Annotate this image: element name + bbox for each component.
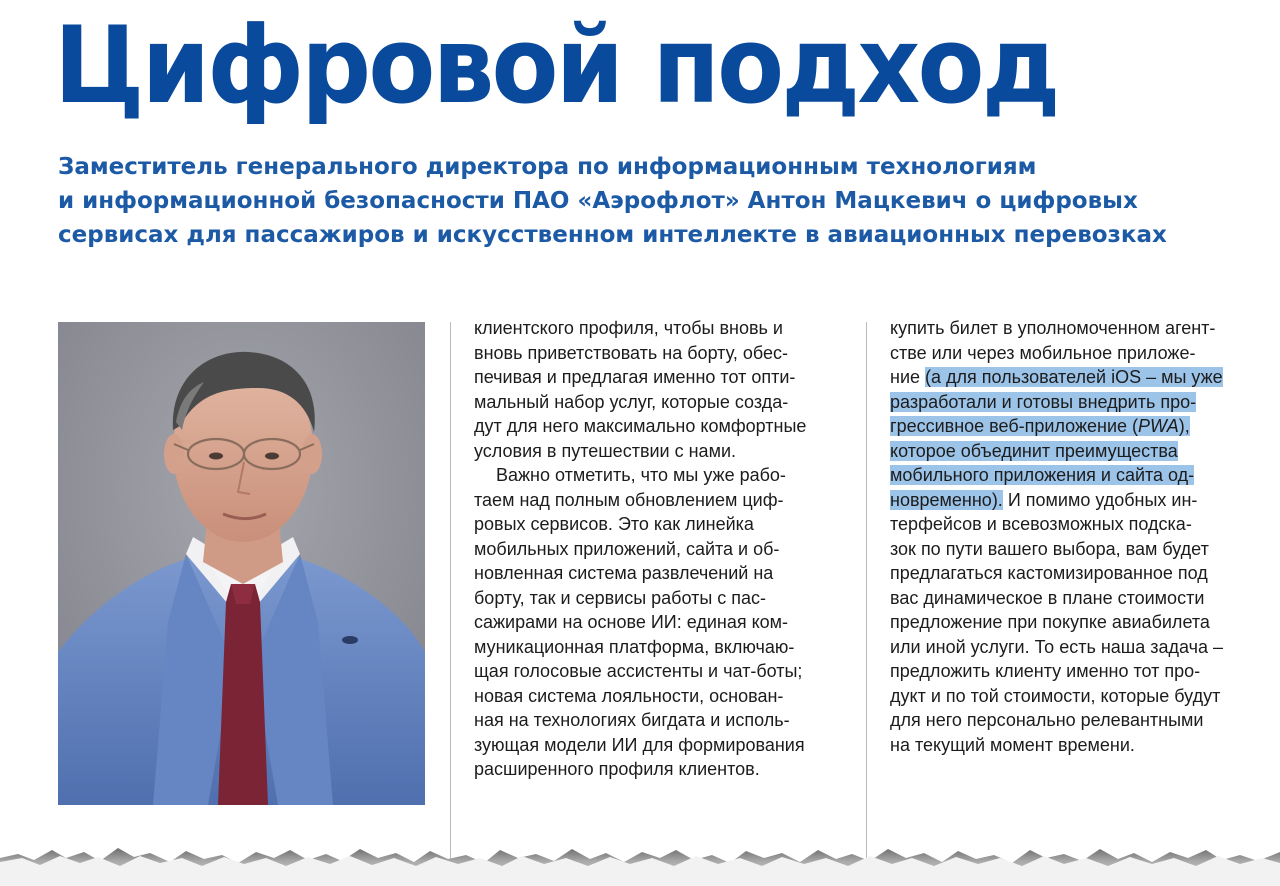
text-fragment: И помимо удобных ин- [1002, 489, 1198, 510]
text-line: предложить клиенту именно тот про- [890, 661, 1201, 681]
text-line [890, 488, 1270, 513]
text-line: борту, так и сервисы работы с пас- [474, 587, 767, 608]
portrait-illustration [58, 322, 425, 805]
text-line [890, 463, 1270, 488]
text-line: предложение при покупке авиабилета [890, 612, 1210, 632]
subtitle-line: сервисах для пассажиров и искусственном интеллекте в авиационных перевозках [58, 222, 1167, 248]
text-line: клиентского профиля, чтобы вновь и [474, 318, 783, 338]
headline: Цифровой подход [54, 4, 1058, 127]
article-column-2 [890, 316, 1270, 757]
subtitle [58, 150, 1258, 252]
text-line: ная на технологиях бигдата и исполь- [474, 710, 790, 730]
text-line: зок по пути вашего выбора, вам будет [890, 538, 1209, 559]
text-fragment: ), [1178, 416, 1190, 436]
text-line: условия в путешествии с нами. [474, 440, 736, 461]
text-line: для него персонально релевантными [890, 710, 1204, 730]
column-divider [866, 322, 867, 862]
text-line [890, 390, 1270, 415]
text-line: новая система лояльности, основан- [474, 685, 784, 706]
text-line: зующая модели ИИ для формирования [474, 734, 805, 755]
text-line [890, 439, 1270, 464]
text-line: новленная система развлечений на [474, 563, 774, 583]
highlighted-text: мобильного приложения и сайта од- [890, 465, 1195, 485]
text-line: печивая и предлагая именно тот опти- [474, 367, 796, 387]
highlighted-text: новременно). [890, 489, 1003, 510]
text-line: Важно отметить, что мы уже рабо- [496, 465, 786, 485]
portrait-photo [58, 322, 425, 805]
highlighted-text: разработали и готовы внедрить про- [890, 391, 1197, 412]
text-line [890, 414, 1270, 439]
text-line: на текущий момент времени. [890, 734, 1135, 755]
text-line: сажирами на основе ИИ: единая ком- [474, 612, 789, 632]
subtitle-line: Заместитель генерального директора по информационным технологиям [58, 154, 1037, 180]
text-line: щая голосовые ассистенты и чат-боты; [474, 661, 803, 681]
text-line: расширенного профиля клиентов. [474, 759, 760, 779]
text-line: купить билет в уполномоченном агент- [890, 318, 1216, 338]
torn-paper-edge [0, 828, 1280, 886]
text-line: ровых сервисов. Это как линейка [474, 514, 754, 534]
subtitle-line: и информационной безопасности ПАО «Аэрофлот» Антон Мацкевич о цифровых [58, 188, 1138, 214]
text-line: предлагаться кастомизированное под [890, 563, 1208, 583]
text-line [890, 365, 1270, 390]
text-line: дукт и по той стоимости, которые будут [890, 685, 1221, 706]
text-fragment: грессивное веб-приложение ( [890, 416, 1139, 436]
highlighted-text [890, 416, 1190, 436]
text-fragment: ние [890, 367, 926, 387]
highlighted-text: которое объединит преимущества [890, 440, 1178, 461]
text-line: терфейсов и всевозможных подска- [890, 514, 1192, 534]
text-line: таем над полным обновлением циф- [474, 489, 784, 510]
text-line: стве или через мобильное приложе- [890, 342, 1196, 363]
column-divider [450, 322, 451, 862]
text-line: вас динамическое в плане стоимости [890, 587, 1205, 608]
text-line: мальный набор услуг, которые созда- [474, 391, 789, 412]
highlighted-text: (а для пользователей iOS – мы уже [925, 367, 1223, 387]
article-column-1 [474, 316, 854, 782]
text-line: или иной услуги. То есть наша задача – [890, 636, 1224, 657]
text-line: мобильных приложений, сайта и об- [474, 538, 780, 559]
text-line: дут для него максимально комфортные [474, 416, 807, 436]
italic-text: PWA [1138, 416, 1179, 436]
text-line: муникационная платформа, включаю- [474, 636, 795, 657]
text-line: вновь приветствовать на борту, обес- [474, 342, 788, 363]
